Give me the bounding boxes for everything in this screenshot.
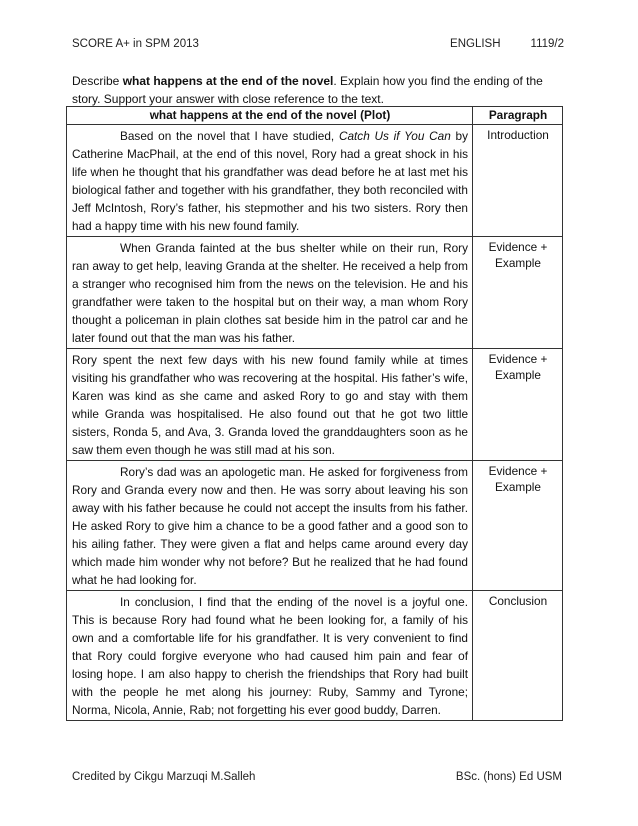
header-right bbox=[450, 38, 564, 50]
paragraph-tag: Conclusion bbox=[473, 591, 563, 721]
plot-cell-introduction: Based on the novel that I have studied, Catch Us if You Can by Catherine MacPhail, at the end of this novel, Rory had a great shock in his life when he thought that his grandfather was dead before he at last met his biological father and together with his grandfather, they both reconciled with Jeff McIntosh, Rory’s father, his stepmother and his two sisters. Rory then had a happy time with his new found family. bbox=[67, 125, 473, 237]
header-plot: what happens at the end of the novel (Plot) bbox=[67, 107, 473, 125]
header-subject: ENGLISH bbox=[450, 38, 501, 50]
paragraph-tag: Evidence + Example bbox=[473, 461, 563, 591]
table-row bbox=[67, 237, 563, 349]
plot-cell-evidence-3: Rory’s dad was an apologetic man. He asked for forgiveness from Rory and Granda every now and then. He was sorry about leaving his son away with his father because he could not accept the insults from his father. He asked Rory to give him a chance to be a good father and a good son to his ailing father. They were given a flat and helps came around every day which made him wonder why not before? But he realized that he had found what he had looking for. bbox=[67, 461, 473, 591]
answer-table bbox=[66, 106, 563, 721]
paragraph-tag: Evidence + Example bbox=[473, 237, 563, 349]
paragraph-tag: Introduction bbox=[473, 125, 563, 237]
table-header-row bbox=[67, 107, 563, 125]
header-title: SCORE A+ in SPM 2013 bbox=[72, 38, 199, 50]
paragraph-tag: Evidence + Example bbox=[473, 349, 563, 461]
table-row bbox=[67, 461, 563, 591]
plot-cell-evidence-1: When Granda fainted at the bus shelter while on their run, Rory ran away to get help, leaving Granda at the shelter. He received a help from a stranger who recognised him from the news on the television. He and his grandfather were taken to the hospital but on their way, a man whom Rory thought a policeman in plain clothes sat beside him in the patrol car and he later found out that the man was his father. bbox=[67, 237, 473, 349]
header-code: 1119/2 bbox=[530, 38, 564, 50]
table-row bbox=[67, 591, 563, 721]
plot-cell-evidence-2: Rory spent the next few days with his new found family while at times visiting his grandfather who was recovering at the hospital. His father’s wife, Karen was kind as she came and asked Rory to go and stay with them while Granda was hospitalised. He also found out that he got two little sisters, Ronda 5, and Ava, 3. Granda loved the granddaughters soon as he saw them even though he was still mad at his son. bbox=[67, 349, 473, 461]
footer-qualification: BSc. (hons) Ed USM bbox=[455, 771, 562, 783]
question-suffix: . Explain how you find the ending of the story. Support your answer with close reference to the text. bbox=[72, 74, 543, 106]
plot-cell-conclusion: In conclusion, I find that the ending of the novel is a joyful one. This is because Rory had found what he been looking for, a family of his own and a comfortable life for his grandfather. It is very convenient to find that Rory could forgive everyone who had caused him pain and fear of losing hope. I am also happy to cherish the friendships that Rory had built with the people he met along his journey: Ruby, Sammy and Tyrone; Norma, Nicola, Annie, Rab; not forgetting his ever good buddy, Darren. bbox=[67, 591, 473, 721]
question-prefix: Describe bbox=[72, 74, 123, 88]
footer-credit: Credited by Cikgu Marzuqi M.Salleh bbox=[72, 771, 256, 783]
question-bold: what happens at the end of the novel bbox=[122, 74, 334, 88]
novel-title: Catch Us if You Can bbox=[338, 129, 451, 143]
table-row bbox=[67, 125, 563, 237]
header-paragraph: Paragraph bbox=[473, 107, 563, 125]
question-prompt bbox=[72, 72, 566, 108]
table-row bbox=[67, 349, 563, 461]
